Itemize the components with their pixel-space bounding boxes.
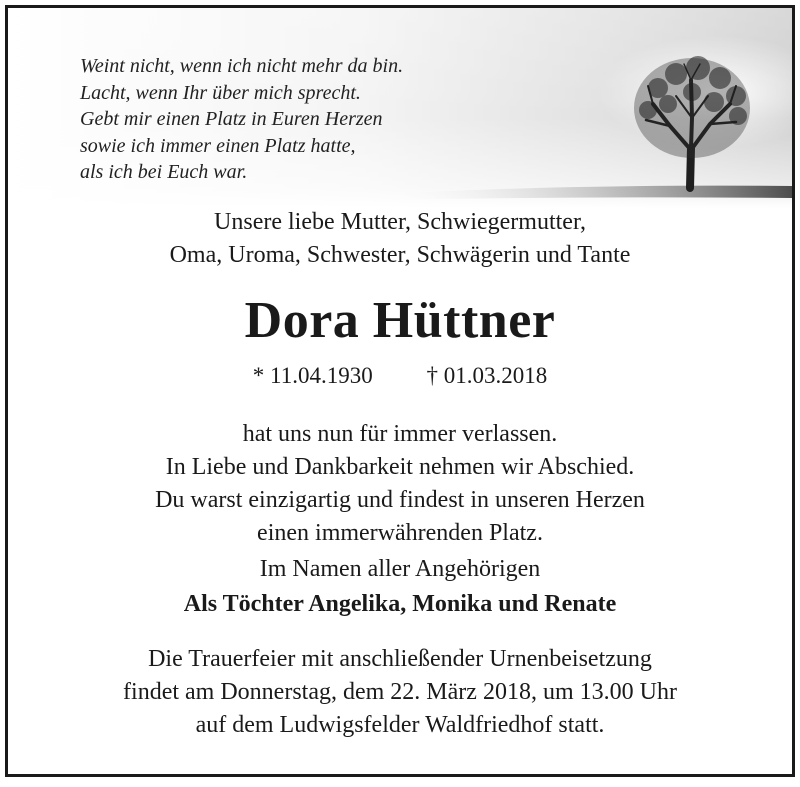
life-dates bbox=[8, 361, 792, 391]
intro-line: Oma, Uroma, Schwester, Schwägerin und Tante bbox=[169, 242, 631, 268]
birth-date: * 11.04.1930 bbox=[252, 363, 373, 388]
death-date: † 01.03.2018 bbox=[426, 363, 548, 388]
message-line: Du warst einzigartig und findest in unseren Herzen bbox=[155, 487, 645, 513]
deceased-name: Dora Hüttner bbox=[244, 292, 556, 349]
header-banner bbox=[8, 8, 792, 208]
message-line: hat uns nun für immer verlassen. bbox=[242, 421, 558, 447]
message-line: einen immerwährenden Platz. bbox=[257, 520, 543, 546]
poem-line: Gebt mir einen Platz in Euren Herzen bbox=[80, 108, 383, 130]
obituary-notice bbox=[5, 5, 795, 777]
service-line: findet am Donnerstag, dem 22. März 2018, um 13.00 Uhr bbox=[123, 679, 677, 705]
poem-line: Lacht, wenn Ihr über mich sprecht. bbox=[80, 81, 361, 104]
service-info bbox=[8, 643, 792, 742]
poem-line: sowie ich immer einen Platz hatte, bbox=[80, 134, 356, 157]
service-line: Die Trauerfeier mit anschließender Urnenbeisetzung bbox=[148, 646, 652, 672]
farewell-message bbox=[8, 418, 792, 550]
poem-line: als ich bei Euch war. bbox=[80, 161, 248, 183]
service-line: auf dem Ludwigsfelder Waldfriedhof statt. bbox=[195, 712, 605, 738]
poem-line: Weint nicht, wenn ich nicht mehr da bin. bbox=[80, 55, 404, 77]
signers: Als Töchter Angelika, Monika und Renate bbox=[183, 591, 617, 617]
closing-text: Im Namen aller Angehörigen bbox=[259, 556, 541, 582]
poem bbox=[80, 53, 403, 186]
message-line: In Liebe und Dankbarkeit nehmen wir Abschied. bbox=[165, 454, 635, 480]
intro-text bbox=[8, 206, 792, 272]
intro-line: Unsere liebe Mutter, Schwiegermutter, bbox=[214, 209, 586, 235]
